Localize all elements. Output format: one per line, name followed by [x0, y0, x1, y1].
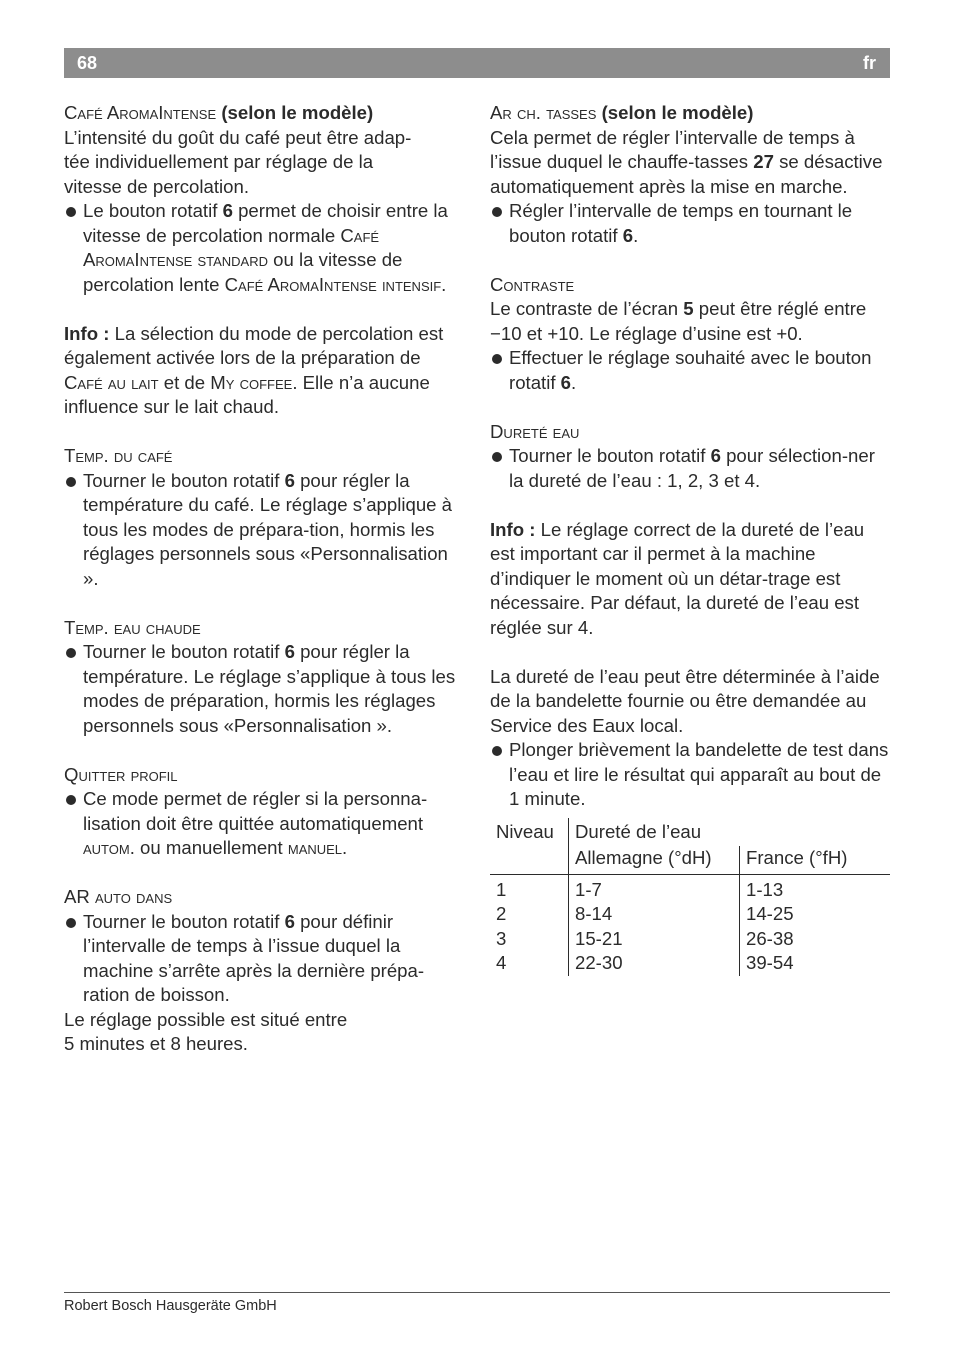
section-title: AR auto dans	[64, 886, 173, 907]
table-row	[490, 874, 890, 902]
table-cell: 1	[496, 878, 507, 900]
bullet-list	[64, 787, 464, 861]
reference-number: 6	[710, 445, 721, 466]
bullet-item: Ce mode permet de régler si la personna-lisation doit être quittée automatiquement autom. ou manuellement manuel.	[64, 787, 464, 861]
section-title: Temp. du café	[64, 445, 173, 466]
reference-number: 27	[753, 151, 774, 172]
info-note: Info : Le réglage correct de la dureté de l’eau est important car il permet à la machine d’indiquer le moment où un détar-trage est nécessaire. Par défaut, la dureté de l’eau est réglée sur 4.	[490, 518, 865, 638]
paragraph-line: L’intensité du goût du café peut être adap-	[64, 126, 412, 148]
table-cell: 15-21	[569, 927, 740, 952]
table-cell: 26-38	[740, 927, 891, 952]
paragraph-line: 5 minutes et 8 heures.	[64, 1033, 248, 1054]
section-temp-eau-chaude	[64, 616, 464, 739]
bullet-list	[64, 910, 464, 1008]
footer-company: Robert Bosch Hausgeräte GmbH	[64, 1298, 277, 1314]
bullet-item: Tourner le bouton rotatif 6 pour régler la température du café. Le réglage s’applique à tous les modes de prépara-tion, hormis les réglages personnels sous «Personnalisation ».	[64, 469, 464, 592]
header-niveau: Niveau	[496, 820, 554, 842]
section-title	[64, 101, 464, 126]
bullet-item: Le bouton rotatif 6 permet de choisir entre la vitesse de percolation normale Café AromaIntense standard ou la vitesse de percolation lente Café AromaIntense intensif.	[64, 199, 464, 297]
bullet-list	[64, 640, 464, 738]
language-code: fr	[863, 53, 876, 73]
bullet-item: Tourner le bouton rotatif 6 pour sélection-ner la dureté de l’eau : 1, 2, 3 et 4.	[490, 444, 892, 493]
table-cell: 39-54	[740, 951, 891, 976]
reference-number: 6	[222, 200, 233, 221]
table-row	[490, 951, 890, 976]
page-number: 68	[77, 53, 98, 73]
table-subheader-row	[490, 846, 890, 874]
section-title: Quitter profil	[64, 763, 178, 785]
table-cell: 1-13	[740, 874, 891, 902]
title-note: (selon le modèle)	[221, 102, 374, 123]
section-quitter-profil	[64, 763, 464, 861]
title-note: (selon le modèle)	[601, 102, 754, 123]
paragraph: Cela permet de régler l’intervalle de temps à l’issue duquel le chauffe-tasses 27 se désactive automatiquement après la mise en marche.	[490, 126, 883, 197]
info-label: Info :	[64, 322, 110, 344]
section-cafe-aromaintense	[64, 101, 464, 297]
paragraph-line: Le réglage possible est situé entre	[64, 1008, 348, 1030]
bullet-list	[490, 346, 892, 395]
bullet-list	[490, 738, 892, 812]
table-cell: 2	[496, 903, 507, 924]
section-ar-auto-dans	[64, 885, 464, 1057]
table-cell: 14-25	[740, 902, 891, 927]
header-france: France (°fH)	[740, 846, 891, 874]
bullet-item: Régler l’intervalle de temps en tournant le bouton rotatif 6.	[490, 199, 892, 248]
table-cell: 22-30	[569, 951, 740, 976]
section-durete-eau	[490, 420, 892, 494]
section-title	[490, 101, 892, 126]
bullet-list	[64, 469, 464, 592]
reference-number: 6	[284, 641, 295, 662]
paragraph: La dureté de l’eau peut être déterminée à l’aide de la bandelette fournie ou être demandée au Service des Eaux local.	[490, 665, 880, 736]
water-hardness-table	[490, 818, 890, 976]
table-cell: 8-14	[569, 902, 740, 927]
table-header-row	[490, 818, 890, 847]
info-label: Info :	[490, 518, 536, 540]
paragraph-line: vitesse de percolation.	[64, 175, 250, 197]
reference-number: 6	[560, 371, 572, 393]
section-title: Dureté eau	[490, 420, 580, 442]
table-cell: 3	[496, 927, 507, 949]
bullet-list	[490, 444, 892, 493]
table-cell: 4	[496, 952, 507, 973]
footer-divider	[64, 1292, 890, 1293]
reference-number: 6	[284, 469, 295, 491]
title-smallcaps: Ar ch. tasses	[490, 102, 597, 123]
title-smallcaps: Café AromaIntense	[64, 102, 217, 123]
header-allemagne: Allemagne (°dH)	[569, 846, 740, 874]
section-ar-ch-tasses	[490, 101, 892, 248]
reference-number: 6	[284, 910, 295, 932]
section-determination	[490, 665, 892, 812]
bullet-list	[490, 199, 892, 248]
section-title: Contraste	[490, 273, 575, 295]
bullet-item: Effectuer le réglage souhaité avec le bouton rotatif 6.	[490, 346, 892, 395]
reference-number: 5	[683, 298, 694, 319]
section-contraste	[490, 273, 892, 396]
bullet-item: Tourner le bouton rotatif 6 pour régler la température. Le réglage s’applique à tous les modes de préparation, hormis les réglages personnels sous «Personnalisation ».	[64, 640, 464, 738]
header-durete: Dureté de l’eau	[569, 818, 891, 847]
section-title: Temp. eau chaude	[64, 616, 201, 638]
table-row	[490, 902, 890, 927]
page-header-bar	[64, 48, 890, 78]
paragraph: Le contraste de l’écran 5 peut être réglé entre −10 et +10. Le réglage d’usine est +0.	[490, 298, 867, 344]
table-cell: 1-7	[569, 874, 740, 902]
bullet-item: Tourner le bouton rotatif 6 pour définir l’intervalle de temps à l’issue duquel la machine s’arrête après la dernière prépa-ration de boisson.	[64, 910, 464, 1008]
paragraph-line: tée individuellement par réglage de la	[64, 151, 374, 172]
right-column	[490, 101, 892, 976]
left-column	[64, 101, 464, 1057]
bullet-list	[64, 199, 464, 297]
bullet-item: Plonger brièvement la bandelette de test dans l’eau et lire le résultat qui apparaît au bout de 1 minute.	[490, 738, 892, 812]
table-row	[490, 927, 890, 952]
reference-number: 6	[622, 224, 634, 246]
info-note: Info : La sélection du mode de percolation est également activée lors de la préparation de Café au lait et de My coffee. Elle n’a aucune influence sur le lait chaud.	[64, 322, 444, 417]
section-temp-cafe	[64, 444, 464, 591]
